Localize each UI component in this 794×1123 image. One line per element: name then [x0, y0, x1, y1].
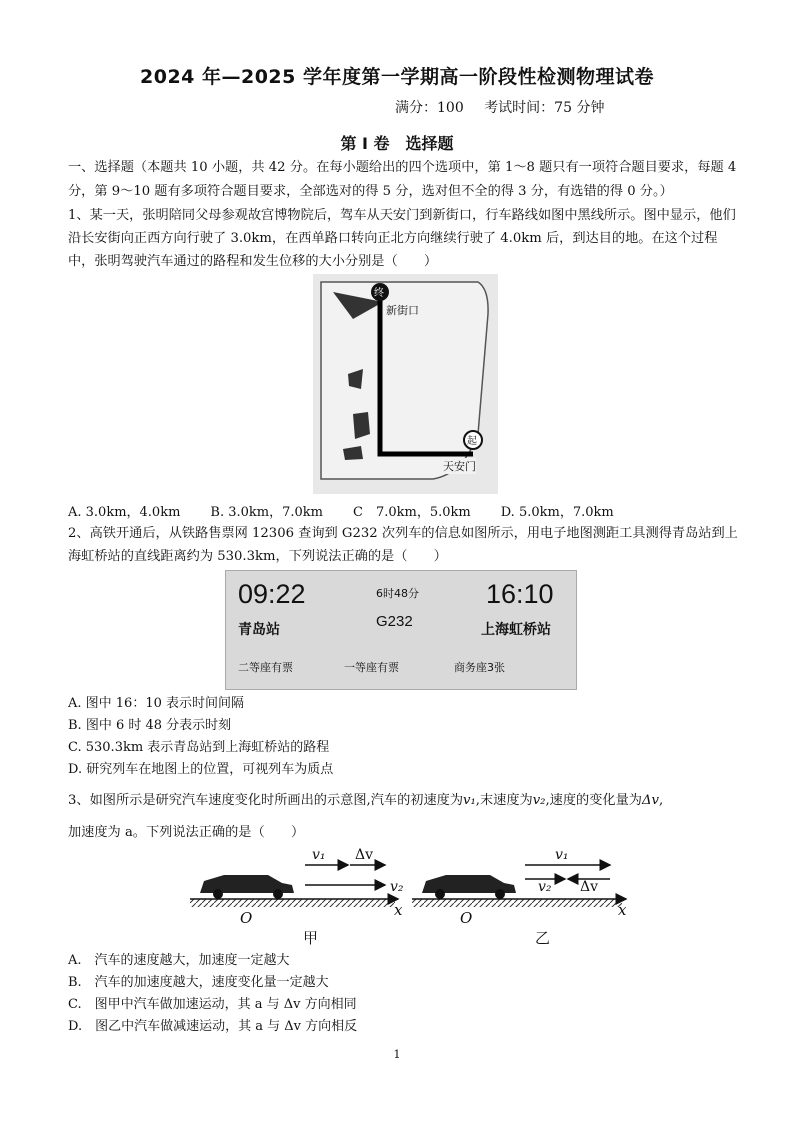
caption-jia: 甲 — [303, 929, 319, 947]
exam-time: 考试时间：75 分钟 — [484, 100, 605, 116]
exam-meta — [395, 97, 620, 117]
q1-stem: 1、某一天，张明陪同父母参观故宫博物院后，驾车从天安门到新街口，行车路线如图中黑线所示。图中显示，他们沿长安街向正西方向行驶了 3.0km，在西单路口转向正北方向继续行驶了 4.0km 后，到达目的地。在这个过程中，张明驾驶汽车通过的路程和发生位移的大小分别是（ ） — [68, 208, 736, 269]
depart-station: 青岛站 — [238, 622, 280, 638]
caption-yi: 乙 — [535, 929, 551, 947]
q1-option-d: D. 5.0km，7.0km — [500, 505, 614, 520]
left-dv-label: Δv — [355, 847, 374, 863]
left-origin: O — [240, 909, 253, 927]
velocity-diagram — [190, 843, 630, 945]
q3-stem-line2: 加速度为 a。下列说法正确的是（ ） — [68, 825, 305, 840]
q3-option-d: D. 图乙中汽车做减速运动，其 a 与 Δv 方向相反 — [68, 1019, 358, 1034]
q2-option-b: B. 图中 6 时 48 分表示时刻 — [68, 718, 232, 733]
q3-stem: 3、如图所示是研究汽车速度变化时所画出的示意图,汽车的初速度为v₁,末速度为v₂,速度的变化量为Δv, — [68, 793, 664, 808]
depart-time: 09:22 — [238, 579, 306, 609]
q2-option-a: A. 图中 16：10 表示时间间隔 — [68, 696, 245, 711]
q3-option-c: C. 图甲中汽车做加速运动，其 a 与 Δv 方向相同 — [68, 997, 357, 1012]
ticket-info — [225, 570, 577, 690]
arrive-station: 上海虹桥站 — [481, 622, 551, 638]
right-origin: O — [460, 909, 473, 927]
start-mark: 起 — [467, 436, 477, 447]
train-no: G232 — [376, 613, 413, 630]
right-dv-label: Δv — [580, 879, 599, 895]
q3-option-a: A. 汽车的速度越大，加速度一定越大 — [68, 953, 290, 968]
duration: 6时48分 — [376, 587, 419, 600]
v1-symbol: v₁ — [463, 793, 476, 808]
q2-option-c: C. 530.3km 表示青岛站到上海虹桥站的路程 — [68, 740, 330, 755]
end-mark: 终 — [374, 288, 384, 299]
q1-option-b: B. 3.0km，7.0km — [210, 505, 323, 520]
q2-stem: 2、高铁开通后，从铁路售票网 12306 查询到 G232 次列车的信息如图所示，用电子地图测距工具测得青岛站到上海虹桥站的直线距离约为 530.3km，下列说法正确的是（ ） — [68, 526, 738, 564]
left-v1-label: v₁ — [312, 847, 326, 863]
full-score: 满分：100 — [395, 100, 464, 116]
left-v2-label: v₂ — [390, 879, 404, 895]
right-v1-label: v₁ — [555, 847, 569, 863]
arrive-time: 16:10 — [486, 579, 554, 609]
q2-option-d: D. 研究列车在地图上的位置，可视列车为质点 — [68, 762, 334, 777]
v2-symbol: v₂ — [532, 793, 546, 808]
q1-option-a: A. 3.0km，4.0km — [68, 505, 181, 520]
q1-options — [68, 501, 738, 520]
seat-second-class: 二等座有票 — [238, 661, 293, 674]
exam-title: 2024 年—2025 学年度第一学期高一阶段性检测物理试卷 — [140, 66, 654, 88]
start-label: 天安门 — [443, 460, 476, 473]
section-title: 第 I 卷 选择题 — [340, 134, 454, 153]
q3-option-b: B. 汽车的加速度越大，速度变化量一定越大 — [68, 975, 329, 990]
right-x-axis: x — [618, 901, 627, 919]
instructions: 一、选择题（本题共 10 小题，共 42 分。在每小题给出的四个选项中，第 1～8 题只有一项符合题目要求，每题 4 分，第 9～10 题有多项符合题目要求，全部选对的得 5 分，选对但不全的得 3 分，有选错的得 0 分。） — [68, 160, 737, 199]
end-label: 新街口 — [386, 304, 419, 317]
left-x-axis: x — [394, 901, 403, 919]
page-number: 1 — [393, 1048, 401, 1061]
dv-symbol: Δv — [642, 793, 659, 808]
route-map — [313, 274, 498, 494]
seat-business: 商务座3张 — [454, 661, 505, 674]
q1-option-c: C 7.0km，5.0km — [353, 505, 471, 520]
seat-first-class: 一等座有票 — [344, 661, 399, 674]
right-v2-label: v₂ — [538, 879, 552, 895]
